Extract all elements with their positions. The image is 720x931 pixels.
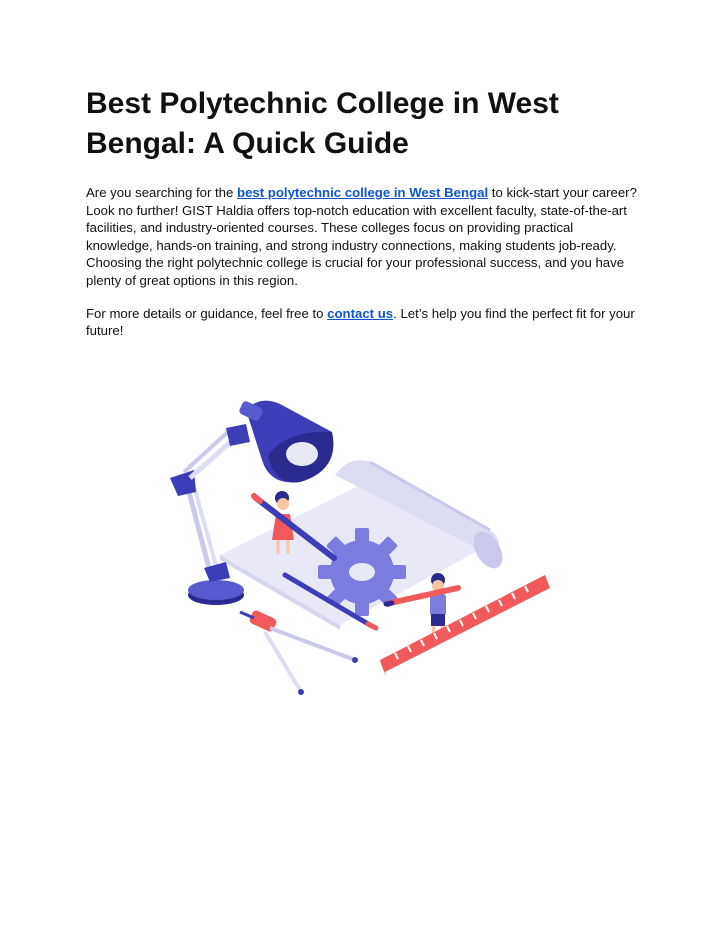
contact-paragraph [86, 305, 642, 340]
ruler-icon [380, 575, 550, 676]
intro-text-start: Are you searching for the [86, 185, 238, 200]
best-polytechnic-link[interactable]: best polytechnic college in West Bengal [237, 185, 489, 200]
contact-text-start: For more details or guidance, feel free to [86, 305, 328, 321]
intro-paragraph [86, 184, 642, 290]
engineering-desk-illustration [150, 390, 570, 710]
document-body [86, 84, 642, 340]
page-title: Best Polytechnic College in West Bengal: A Quick Guide [86, 87, 559, 160]
contact-us-link[interactable]: contact us [327, 305, 394, 321]
contact-text-end: . Let’s help you find the perfect fit for your future! [86, 305, 635, 339]
intro-text-end: to kick-start your career? Look no further! GIST Haldia offers top-notch education with excellent faculty, state-of-the-art facilities, and industry-oriented courses. These colleges focus on providing practical knowledge, hands-on training, and strong industry connections, making students job-ready. Choosing the right polytechnic college is crucial for your professional success, and you have plenty of great options in this region. [86, 185, 637, 288]
